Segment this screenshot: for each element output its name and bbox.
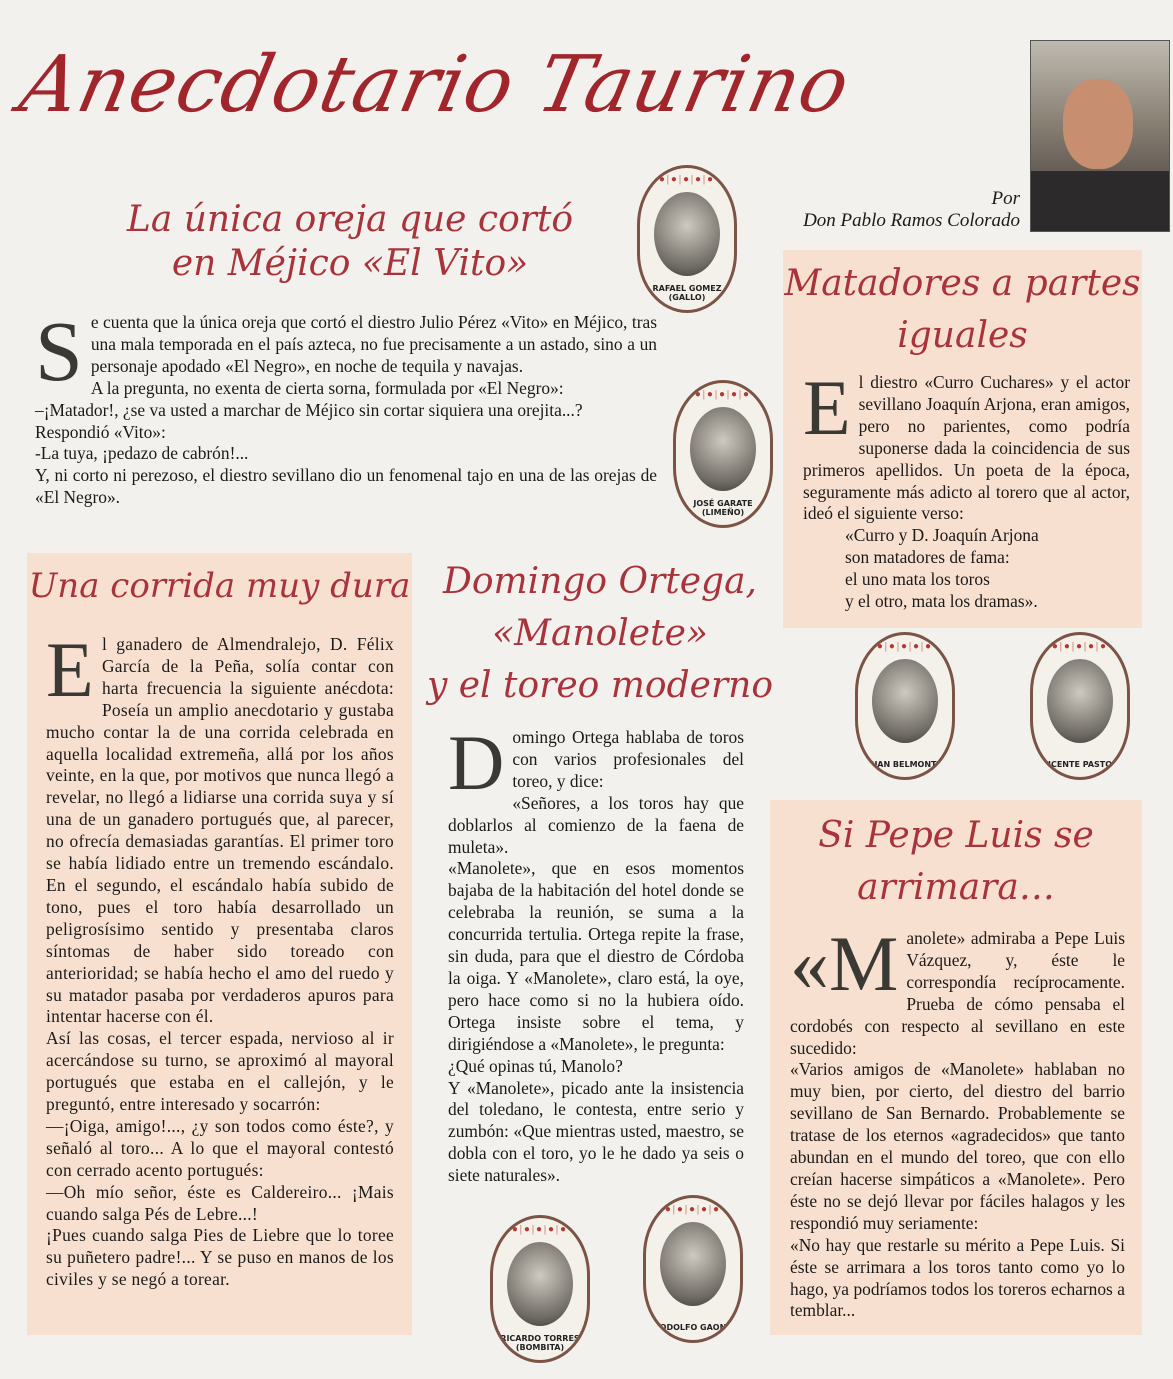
medallion-name: RODOLFO GAONA [653, 1323, 733, 1332]
paragraph: e cuenta que la única oreja que cortó el diestro Julio Pérez «Vito» en Méjico, tras una mala temporada en el país azteca, no fue precisamente a un astado, sino a un personaje apodado «El Negro», en noche de tequila y navajas. [90, 312, 657, 376]
paragraph: -La tuya, ¡pedazo de cabrón!... [35, 443, 249, 464]
paragraph: omingo Ortega hablaba de toros con varios profesionales del toreo, y dice: [512, 727, 744, 791]
title-line: iguales [897, 315, 1028, 356]
medallion-name: VICENTE PASTOR [1041, 760, 1119, 769]
article-title-corrida: Una corrida muy dura [28, 566, 411, 606]
paragraph: —Oh mío señor, éste es Caldereiro... ¡Mais cuando salga Pés de Lebre...! [46, 1181, 394, 1224]
drop-cap: «M [790, 920, 899, 1007]
drop-cap: S [35, 303, 83, 399]
article-corrida [46, 626, 394, 1291]
article-matadores [803, 364, 1130, 613]
verse-line: son matadores de fama: [845, 547, 1010, 568]
portrait [690, 407, 756, 491]
article-title-el-vito [110, 198, 590, 286]
article-title-matadores [783, 258, 1142, 362]
portrait [872, 659, 938, 743]
byline-name: Don Pablo Ramos Colorado [803, 210, 1020, 231]
drop-cap: E [46, 626, 94, 713]
paragraph: ¿Qué opinas tú, Manolo? [448, 1055, 623, 1076]
verse-line: y el otro, mata los dramas». [845, 591, 1038, 612]
paragraph: anolete» admiraba a Pepe Luis Vázquez, y, éste le correspondía recíprocamente. Prueba de cómo pensaba el cordobés con respecto al sevillano en este sucedido: [790, 928, 1125, 1058]
paragraph: «No hay que restarle su mérito a Pepe Luis. Si éste se arrimara a los toros tanto como yo lo hago, ya podríamos todos los toreros echarnos a temblar... [790, 1234, 1125, 1321]
portrait [1047, 659, 1113, 743]
medallion-jose-garate: ●|●|●|●|● JOSÉ GARATE (LIMEÑO) [673, 380, 773, 528]
article-el-vito [35, 303, 657, 509]
paragraph: «Varios amigos de «Manolete» hablaban no muy bien, por cierto, del diestro del barrio sevillano de San Bernardo. Probablemente se tratase de los eternos «agradecidos» que tanto abundan en el mundo del toreo, que con ello creían hacerse simpáticos a «Manolete». Pero éste no se dejó llevar por fáciles halagos y les respondió muy seriamente: [790, 1059, 1125, 1233]
title-line: arrimara… [857, 867, 1055, 908]
title-line: Domingo Ortega, [443, 561, 757, 602]
paragraph: Así las cosas, el tercer espada, nervioso al ir acercándose su turno, se aproximó al mayoral portugués que estaba en el callejón, y le preguntó, entre interesado y socarrón: [46, 1028, 394, 1115]
portrait [660, 1222, 726, 1306]
paragraph: l ganadero de Almendralejo, D. Félix García de la Peña, solía contar con harta frecuencia la siguiente anécdota: Poseía un amplio anecdotario y gustaba mucho contar la de una corrida celebrada en aquella localidad extremeña, allá por los años veinte, en la que, por motivos que nunca llegó a revelar, no llegó a lidiarse una corrida suya y sí una de un ganadero portugués que, al parecer, no ofrecía demasiadas garantías. El primer toro se había lidiado entre un tremendo escándalo. En el segundo, el escándalo había subido de tono, pues el toro había desarrollado un peligrosísimo sentido y presentaba claros síntomas de haber sido toreado con anterioridad; se había hecho el amo del ruedo y su matador pasaba por verdaderos apuros para intentar hacerse con él. [46, 634, 394, 1027]
medallion-juan-belmonte: ●|●|●|●|● JUAN BELMONTE [855, 632, 955, 780]
verse-line: «Curro y D. Joaquín Arjona [845, 525, 1039, 546]
paragraph: Y «Manolete», picado ante la insistencia del toledano, le contesta, entre serio y zumbón: «Que mientras usted, maestro, se dobla con el toro, yo le he dado ya seis o siete naturales». [448, 1077, 744, 1186]
medallion-vicente-pastor: ●|●|●|●|● VICENTE PASTOR [1030, 632, 1130, 780]
portrait [507, 1242, 573, 1326]
title-line: «Manolete» [492, 613, 708, 654]
byline [740, 188, 1020, 232]
title-line: La única oreja que cortó [126, 199, 574, 240]
medallion-name: JOSÉ GARATE [693, 499, 753, 508]
medallion-rafael-gomez: ●|●|●|●|● RAFAEL GOMEZ (GALLO) [637, 165, 737, 313]
title-line: y el toreo moderno [426, 665, 774, 706]
paragraph: «Señores, a los toros hay que doblarlos al comienzo de la faena de muleta». [448, 792, 744, 857]
drop-cap: E [803, 364, 851, 451]
portrait [654, 192, 720, 276]
medallion-alias: (LIMEÑO) [701, 508, 745, 517]
title-line: Si Pepe Luis se [818, 815, 1094, 856]
title-line: en Méjico «El Vito» [171, 242, 529, 284]
paragraph: Y, ni corto ni perezoso, el diestro sevillano dio un fenomenal tajo en una de las orejas de «El Negro». [35, 465, 657, 508]
medallion-rodolfo-gaona: ●|●|●|●|● RODOLFO GAONA [643, 1195, 743, 1343]
medallion-ricardo-torres: ●|●|●|●|● RICARDO TORRES (BOMBITA) [490, 1215, 590, 1363]
article-pepe-luis [790, 920, 1125, 1322]
title-line: Matadores a partes [784, 263, 1141, 304]
medallion-alias: (BOMBITA) [515, 1343, 565, 1352]
article-title-ortega [425, 556, 775, 712]
medallion-alias: (GALLO) [668, 293, 706, 302]
paragraph: «Manolete», que en esos momentos bajaba de la habitación del hotel donde se celebraba la reunión, se suma a la concurrida tertulia. Ortega repite la frase, sin duda, para que el diestro de Córdoba la oiga. Y «Manolete», claro está, la oye, pero hace como si no la hubiera oído. Ortega insiste sobre el tema, y dirigiéndose a «Manolete», le pregunta: [448, 858, 744, 1054]
page-title: Anecdotario Taurino [12, 40, 858, 130]
paragraph: A la pregunta, no exenta de cierta sorna, formulada por «El Negro»: [90, 377, 564, 398]
medallion-name: JUAN BELMONTE [868, 760, 942, 769]
byline-por: Por [991, 188, 1020, 209]
article-ortega [448, 719, 744, 1187]
author-photo [1030, 40, 1170, 232]
paragraph: —¡Oiga, amigo!..., ¿y son todos como éste?, y señaló al toro... A lo que el mayoral contestó con cerrado acento portugués: [46, 1115, 394, 1180]
paragraph: ¡Pues cuando salga Pies de Liebre que lo toree su puñetero padre!... Y se puso en manos de los civiles y se negó a torear. [46, 1225, 394, 1290]
medallion-name: RAFAEL GOMEZ [652, 284, 722, 293]
medallion-name: RICARDO TORRES [500, 1334, 580, 1343]
drop-cap: D [448, 719, 505, 806]
article-title-pepe-luis [770, 810, 1142, 914]
paragraph: l diestro «Curro Cuchares» y el actor sevillano Joaquín Arjona, eran amigos, pero no parientes, como podría suponerse dada la coincidencia de sus primeros apellidos. Un poeta de la época, seguramente más adicto al torero que al actor, ideó el siguiente verso: [803, 372, 1130, 524]
verse-line: el uno mata los toros [845, 569, 990, 590]
paragraph: Respondió «Vito»: [35, 421, 166, 442]
paragraph: –¡Matador!, ¿se va usted a marchar de Méjico sin cortar siquiera una orejita...? [35, 399, 583, 420]
